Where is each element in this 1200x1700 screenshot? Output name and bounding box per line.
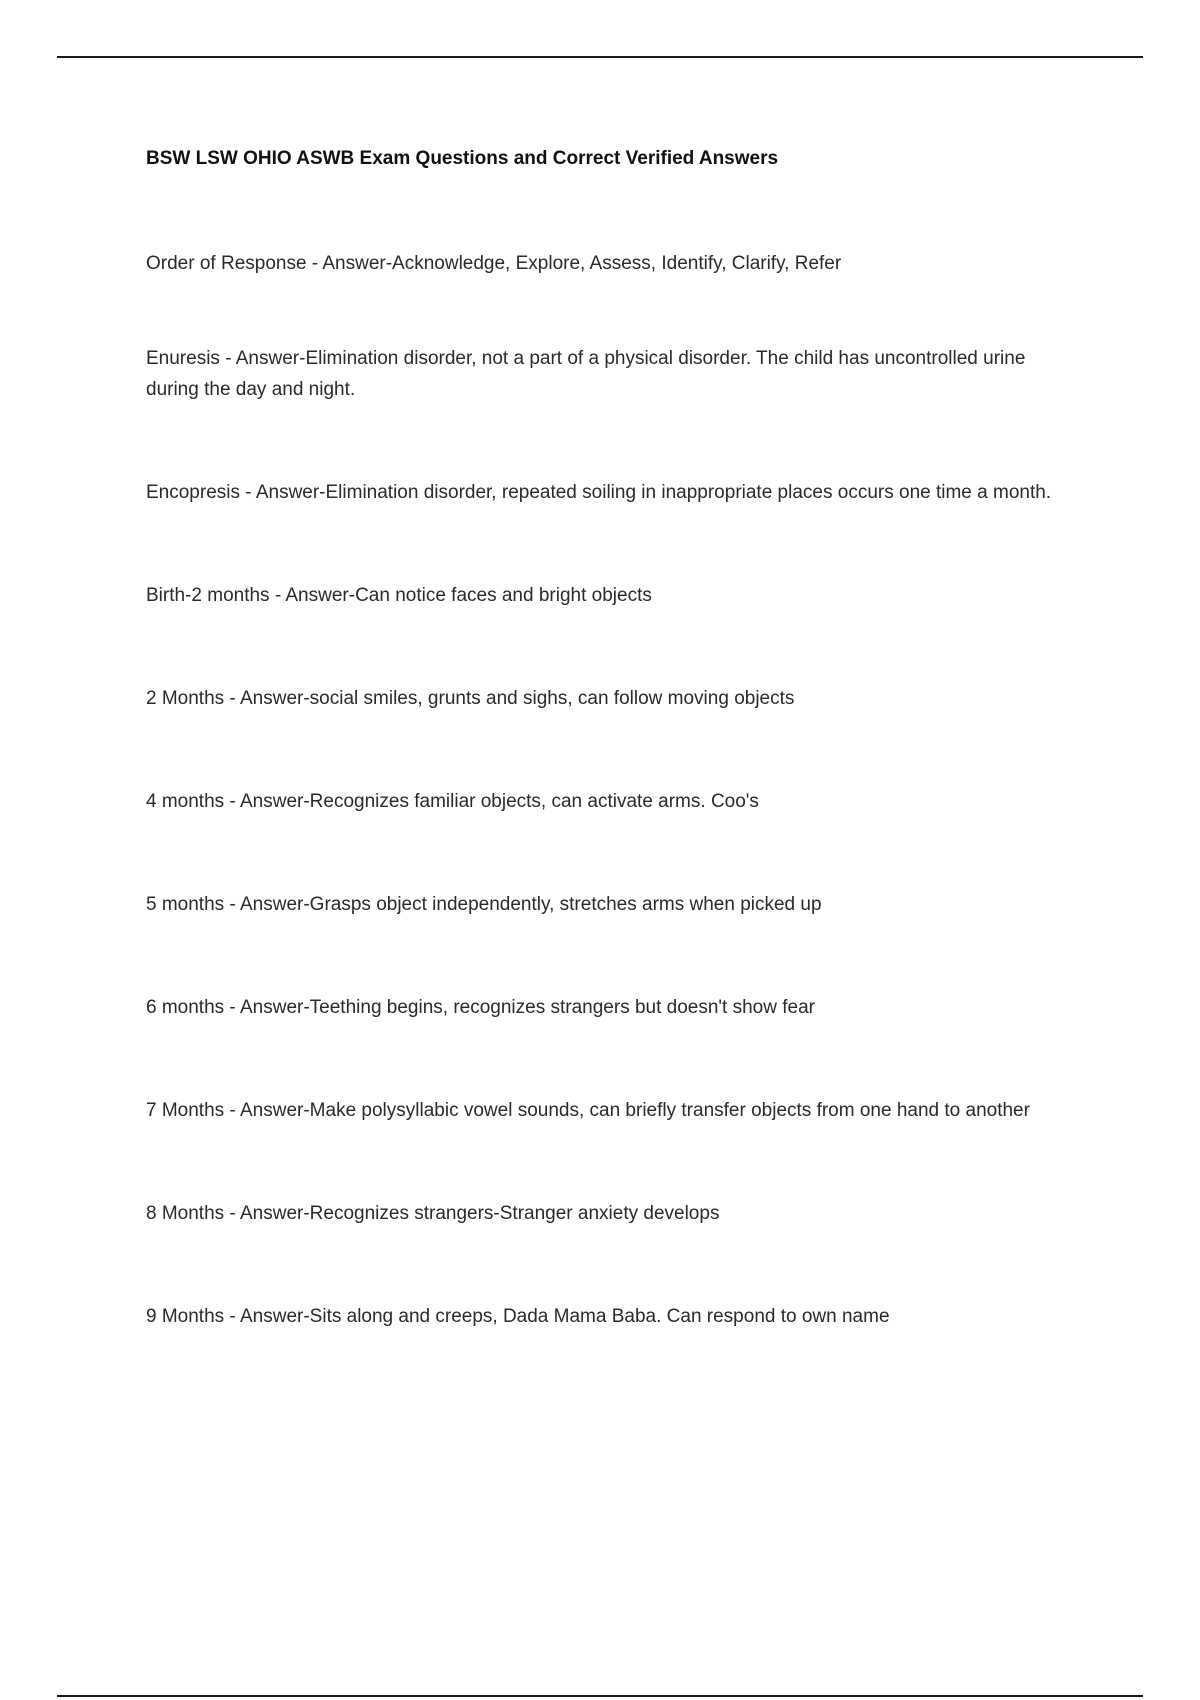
document-title: BSW LSW OHIO ASWB Exam Questions and Correct Verified Answers bbox=[146, 148, 779, 169]
qa-item-2-months: 2 Months - Answer-social smiles, grunts and sighs, can follow moving objects bbox=[146, 688, 795, 709]
document-body bbox=[146, 146, 1066, 1332]
qa-item-enuresis: Enuresis - Answer-Elimination disorder, not a part of a physical disorder. The child has uncontrolled urine during the day and night. bbox=[146, 348, 1026, 400]
qa-item-birth-2-months: Birth-2 months - Answer-Can notice faces and bright objects bbox=[146, 585, 652, 606]
qa-item-6-months: 6 months - Answer-Teething begins, recognizes strangers but doesn't show fear bbox=[146, 997, 815, 1018]
qa-item-9-months: 9 Months - Answer-Sits along and creeps, Dada Mama Baba. Can respond to own name bbox=[146, 1306, 890, 1327]
qa-item-7-months: 7 Months - Answer-Make polysyllabic vowel sounds, can briefly transfer objects from one hand to another bbox=[146, 1100, 1030, 1121]
qa-item-order-of-response: Order of Response - Answer-Acknowledge, Explore, Assess, Identify, Clarify, Refer bbox=[146, 253, 842, 274]
qa-item-encopresis: Encopresis - Answer-Elimination disorder, repeated soiling in inappropriate places occurs one time a month. bbox=[146, 482, 1052, 503]
qa-list bbox=[146, 248, 1066, 1332]
qa-item-8-months: 8 Months - Answer-Recognizes strangers-Stranger anxiety develops bbox=[146, 1203, 720, 1224]
qa-item-4-months: 4 months - Answer-Recognizes familiar objects, can activate arms. Coo's bbox=[146, 791, 759, 812]
header-rule bbox=[57, 56, 1143, 58]
footer-rule bbox=[57, 1695, 1143, 1697]
qa-item-5-months: 5 months - Answer-Grasps object independently, stretches arms when picked up bbox=[146, 894, 822, 915]
